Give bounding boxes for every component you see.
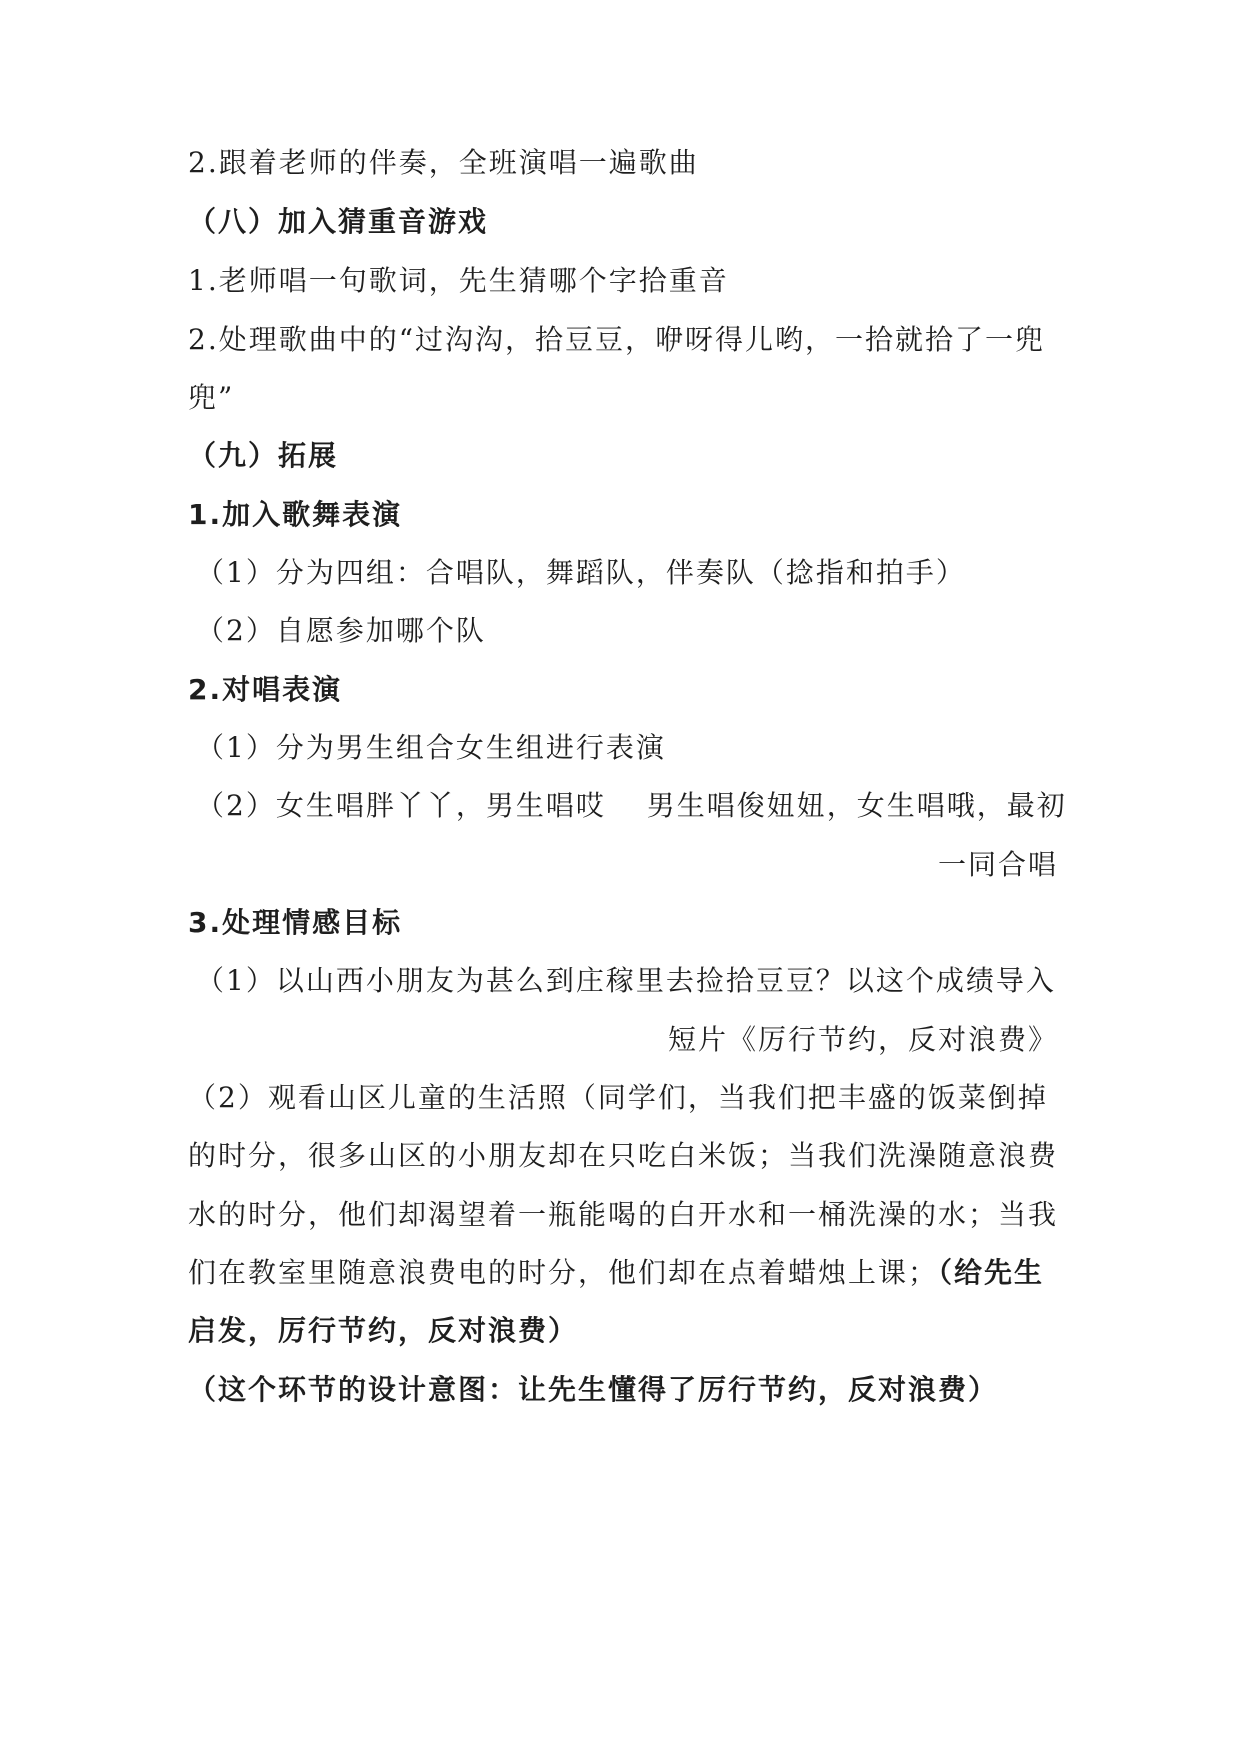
item-photos-paragraph-3: 水的时分，他们却渴望着一瓶能喝的白开水和一桶洗澡的水；当我 bbox=[188, 1198, 1059, 1231]
item-photos-paragraph-4 bbox=[188, 1253, 1058, 1293]
item-question-intro-cont: 短片《厉行节约，反对浪费》 bbox=[667, 1023, 1058, 1056]
design-intent-note: （这个环节的设计意图：让先生懂得了厉行节约，反对浪费） bbox=[188, 1373, 999, 1406]
item-photos-paragraph-2: 的时分，很多山区的小朋友却在只吃白米饭；当我们洗澡随意浪费 bbox=[188, 1139, 1059, 1172]
item-duet-parts-cont: 一同合唱 bbox=[937, 848, 1058, 881]
item-boys-girls-groups: （1）分为男生组合女生组进行表演 bbox=[196, 731, 666, 764]
item-question-intro: （1）以山西小朋友为甚么到庄稼里去捡拾豆豆？以这个成绩导入 bbox=[196, 964, 1056, 997]
step-process-lyrics-cont: 兜” bbox=[188, 381, 235, 414]
step-sing-along: 2.跟着老师的伴奏，全班演唱一遍歌曲 bbox=[188, 146, 699, 179]
item-photos-paragraph-4-bold: （给先生 bbox=[938, 1256, 1045, 1289]
item-photos-paragraph-1: （2）观看山区儿童的生活照（同学们，当我们把丰盛的饭菜倒掉 bbox=[188, 1081, 1048, 1114]
section-heading-stress-game: （八）加入猜重音游戏 bbox=[188, 205, 489, 238]
item-duet-parts: （2）女生唱胖丫丫，男生唱哎 男生唱俊妞妞，女生唱哦，最初 bbox=[196, 789, 1067, 822]
subheading-song-dance: 1.加入歌舞表演 bbox=[188, 498, 403, 531]
subheading-duet: 2.对唱表演 bbox=[188, 673, 343, 706]
item-volunteer: （2）自愿参加哪个队 bbox=[196, 614, 486, 647]
item-photos-paragraph-5: 启发，厉行节约，反对浪费） bbox=[188, 1314, 579, 1347]
step-process-lyrics: 2.处理歌曲中的“过沟沟，拾豆豆，咿呀得儿哟，一拾就拾了一兜 bbox=[188, 323, 1046, 356]
section-heading-extension: （九）拓展 bbox=[188, 439, 339, 472]
step-guess-stress: 1.老师唱一句歌词，先生猜哪个字拾重音 bbox=[188, 264, 729, 297]
subheading-emotional-goal: 3.处理情感目标 bbox=[188, 906, 403, 939]
item-photos-paragraph-4-text: 们在教室里随意浪费电的时分，他们却在点着蜡烛上课； bbox=[188, 1256, 939, 1289]
item-four-groups: （1）分为四组：合唱队，舞蹈队，伴奏队（捻指和拍手） bbox=[196, 556, 966, 589]
